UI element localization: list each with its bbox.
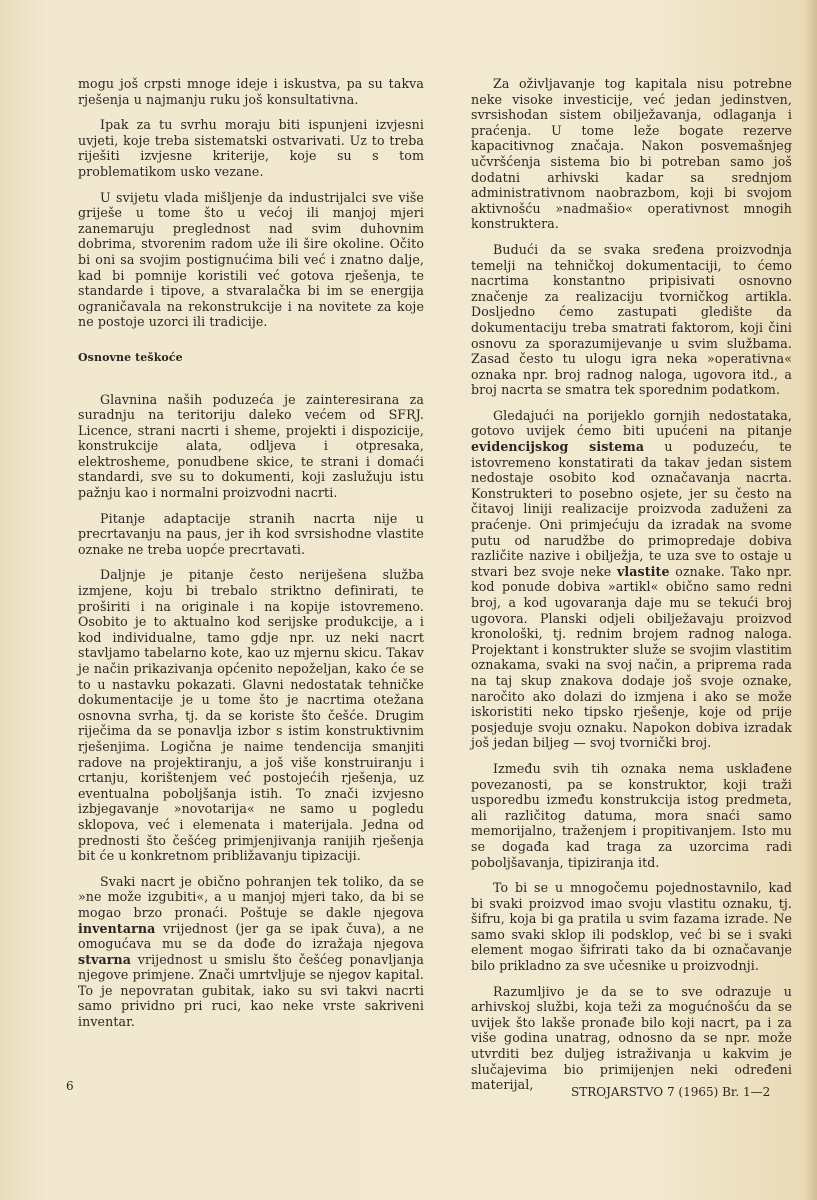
paragraph: U svijetu vlada mišljenje da industrijalci sve više griješe u tome što u većoj ili manjoj mjeri zanemaruju preglednost nad svim duhovnim dobrima, stvorenim radom uže ili šire okoline. Očito bi oni sa svojim postignućima bili već i znatno dalje, kad bi pomnije koristili već gotova rješenja, te standarde i tipove, a stvaralačka bi im se energija ograničavala na rekonstrukcije i na novitete za koje ne postoje uzorci ili tradicije. [78,189,424,330]
bold-term: vlastite [617,563,670,579]
paragraph [78,874,424,1030]
page-edge-shadow [803,0,817,1200]
text-run: Gledajući na porijeklo gornjih nedostataka, gotovo uvijek ćemo biti upućeni na pitanje [471,407,792,439]
journal-footer: STROJARSTVO 7 (1965) Br. 1—2 [571,1085,771,1099]
bold-term: inventarna [78,920,156,936]
paragraph: Između svih tih oznaka nema usklađene povezanosti, pa se konstruktor, koji traži usporedbu između konstrukcija istog predmeta, ali različitog datuma, mora snaći samo memorijalno, traženjem i propitivanjem. Isto mu se događa kad traga za uzorcima radi poboljšavanja, tipiziranja itd. [471,760,792,870]
text-run: u poduzeću, te istovremeno konstatirati da takav jedan sistem nedostaje osobito kod označavanja nacrta. Konstrukteri to posebno osjete, jer su često na čitavoj liniji realizacije proizvoda zaduženi za praćenje. Oni primjećuju da izradak na svome putu od narudžbe do primopredaje dobiva različite nazive i obilježja, te uza sve to ostaje u stvari bez svoje neke [471,439,792,579]
paragraph: To bi se u mnogočemu pojednostavnilo, kad bi svaki proizvod imao svoju vlastitu oznaku, tj. šifru, koja bi ga pratila u svim fazama izrade. Ne samo svaki sklop ili podsklop, već bi se i svaki element mogao šifrirati tako da bi označavanje bilo prikladno za sve učesnike u proizvodnji. [471,880,792,974]
text-run: oznake. Tako npr. kod ponude dobiva »artikl« obično samo redni broj, a kod ugovaranja daje mu se tekući broj ugovora. Planski odjeli obilježavaju proizvod kronološki, tj. rednim brojem radnog naloga. Projektant i konstrukter služe se svojim vlastitim oznakama, svaki na svoj način, a priprema rada na taj skup znakova dodaje još svoje oznake, naročito ako dolazi do izmjena i ako se može iskoristiti neko tipsko rješenje, koje od prije posjeduje svoju oznaku. Napokon dobiva izradak još jedan biljeg — svoj tvornički broj. [471,563,792,751]
left-column [78,76,424,1040]
paragraph: Glavnina naših poduzeća je zainteresirana za suradnju na teritoriju daleko većem od SFRJ. Licence, strani nacrti i sheme, projekti i dispozicije, konstrukcije alata, odljeva i otpresaka, elektrosheme, ponudbene skice, te strani i domaći standardi, sve su to dokumenti, koji zaslužuju istu pažnju kao i normalni proizvodni nacrti. [78,391,424,501]
text-run: vrijednost (jer ga se ipak čuva), a ne omogućava mu se da dođe do izražaja njegova [78,920,424,952]
text-run: Svaki nacrt je obično pohranjen tek toliko, da se »ne može izgubiti«, a u manjoj mjeri tako, da bi se mogao brzo pronaći. Poštuje se dakle njegova [78,873,424,920]
bold-term: evidencijskog sistema [471,439,645,455]
paragraph: Ipak za tu svrhu moraju biti ispunjeni izvjesni uvjeti, koje treba sistematski ostvarivati. Uz to treba riješiti izvjesne kriterije, koje su s tom problematikom usko vezane. [78,117,424,179]
paragraph: Daljnje je pitanje često neriješena služba izmjene, koju bi trebalo striktno definirati, te proširiti i na originale i na kopije istovremeno. Osobito je to aktualno kod serijske produkcije, a i kod individualne, tamo gdje npr. uz neki nacrt stavljamo tabelarno kote, kao uz mjernu skicu. Takav je način prikazivanja općenito nepoželjan, kako će se to u nastavku pokazati. Glavni nedostatak tehničke dokumentacije je u tome što je nacrtima otežana osnovna svrha, tj. da se koriste što češće. Drugim riječima da se ponavlja izbor s istim konstruktivnim rješenjima. Logična je naime tendencija smanjiti radove na projektiranju, a još više konstruiranju i crtanju, korištenjem već postojećih rješenja, uz eventualna poboljšanja istih. To znači izvjesno izbjegavanje »novotarija« ne samo u pogledu sklopova, već i elemenata i materijala. Jedna od prednosti što češćeg primjenjivanja ranijih rješenja bit će u konkretnom približavanju tipizaciji. [78,567,424,864]
bold-term: stvarna [78,951,132,967]
paragraph: Pitanje adaptacije stranih nacrta nije u precrtavanju na paus, jer ih kod svrsishodne vlastite oznake ne treba uopće precrtavati. [78,510,424,557]
text-run: vrijednost u smislu što češćeg ponavljanja njegove primjene. Znači umrtvljuje se njegov kapital. To je nepovratan gubitak, iako su svi takvi nacrti samo prividno pri ruci, kao neke vrste sakriveni inventar. [78,951,424,1030]
paragraph: Razumljivo je da se to sve odrazuje u arhivskoj službi, koja teži za mogućnošću da se uvijek što lakše pronađe bilo koji nacrt, pa i za više godina unatrag, odnosno da se npr. može utvrditi bez duljeg istraživanja u kakvim je slučajevima bio primijenjen neki određeni materijal, [471,983,792,1093]
paragraph: mogu još crpsti mnoge ideje i iskustva, pa su takva rješenja u najmanju ruku još konsultativna. [78,76,424,107]
page-number: 6 [66,1079,74,1093]
paragraph [471,408,792,751]
paragraph: Budući da se svaka sređena proizvodnja temelji na tehničkoj dokumentaciji, to ćemo nacrtima konstantno pripisivati osnovno značenje za realizaciju tvorničkog artikla. Dosljedno ćemo zastupati gledište da dokumentaciju treba smatrati faktorom, koji čini osnovu za sporazumijevanje u svim službama. Zasad često tu ulogu igra neka »operativna« oznaka npr. broj radnog naloga, ugovora itd., a broj nacrta se smatra tek sporednim podatkom. [471,241,792,398]
right-column [471,76,792,1103]
section-heading: Osnovne teškoće [78,350,183,364]
paragraph: Za oživljavanje tog kapitala nisu potrebne neke visoke investicije, već jedan jedinstven, svrsishodan sistem obilježavanja, odlaganja i praćenja. U tome leže bogate rezerve kapacitivnog značaja. Nakon posvemašnjeg učvršćenja sistema bio bi potreban samo još dodatni arhivski kadar sa srednjom administrativnom naobrazbom, koji bi svojom aktivnošću »nadmašio« operativnost mnogih konstruktera. [471,76,792,232]
